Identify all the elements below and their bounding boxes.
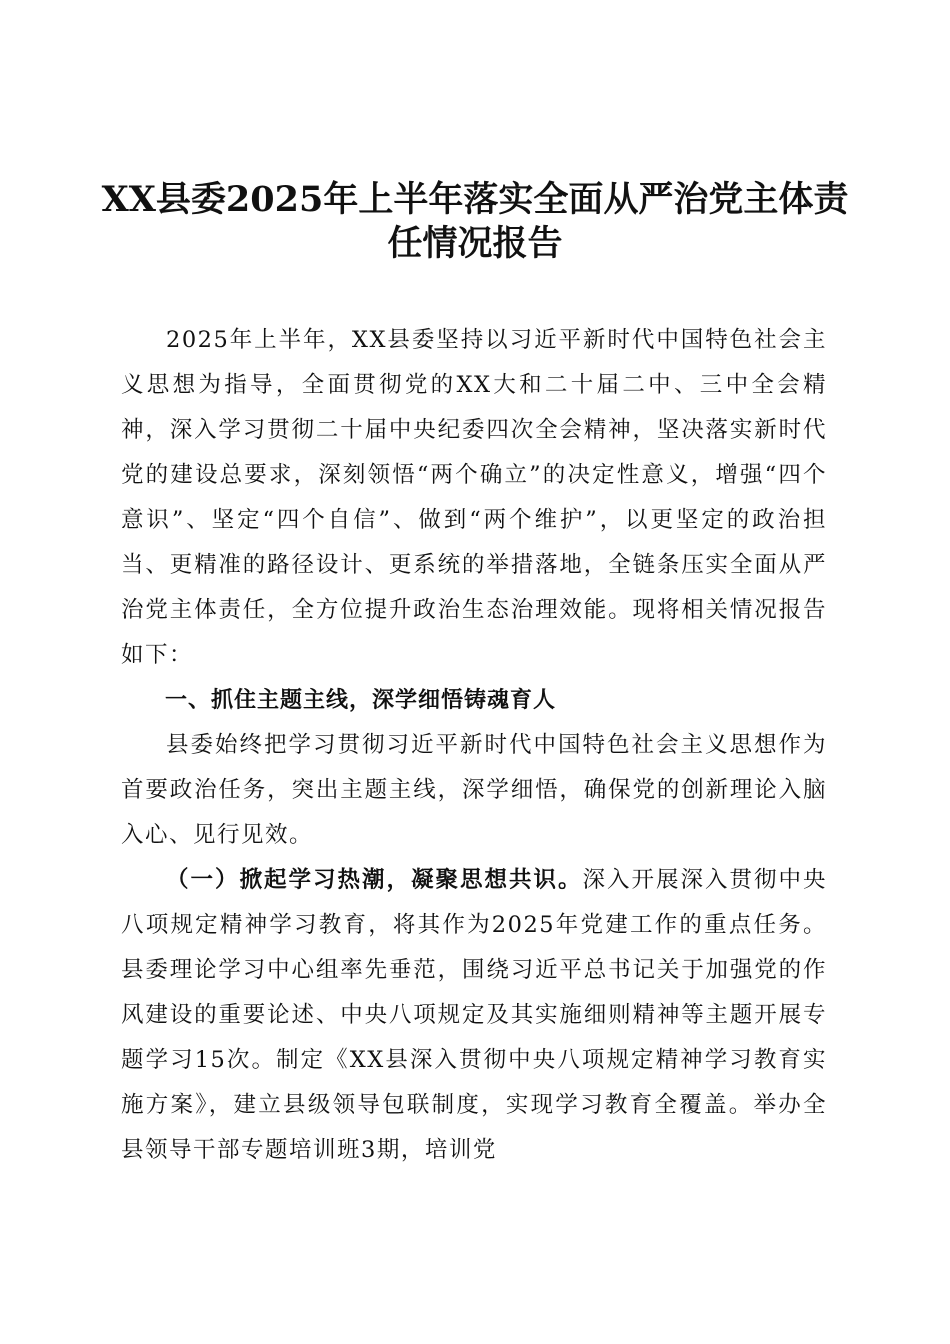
intro-paragraph: 2025年上半年，XX县委坚持以习近平新时代中国特色社会主义思想为指导，全面贯彻党的XX大和二十届二中、三中全会精神，深入学习贯彻二十届中央纪委四次全会精神，坚决落实新时代党的建设总要求，深刻领悟“两个确立”的决定性意义，增强“四个意识”、坚定“四个自信”、做到“两个维护”，以更坚定的政治担当、更精准的路径设计、更系统的举措落地，全链条压实全面从严治党主体责任，全方位提升政治生态治理效能。现将相关情况报告如下：	[121, 327, 827, 668]
document-title: XX县委2025年上半年落实全面从严治党主体责任情况报告	[101, 179, 849, 264]
section-paragraph: 县委始终把学习贯彻习近平新时代中国特色社会主义思想作为首要政治任务，突出主题主线，深学细悟，确保党的创新理论入脑入心、见行见效。	[121, 732, 827, 848]
subsection-text: 深入开展深入贯彻中央八项规定精神学习教育，将其作为2025年党建工作的重点任务。县委理论学习中心组率先垂范，围绕习近平总书记关于加强党的作风建设的重要论述、中央八项规定及其实施细则精神等主题开展专题学习15次。制定《XX县深入贯彻中央八项规定精神学习教育实施方案》，建立县级领导包联制度，实现学习教育全覆盖。举办全县领导干部专题培训班3期，培训党	[121, 867, 827, 1163]
subsection-heading: （一）掀起学习热潮，凝聚思想共识。	[166, 867, 583, 893]
section-heading: 一、抓住主题主线，深学细悟铸魂育人	[165, 688, 557, 713]
document-body	[121, 318, 827, 1173]
subsection-paragraph	[121, 858, 827, 1173]
